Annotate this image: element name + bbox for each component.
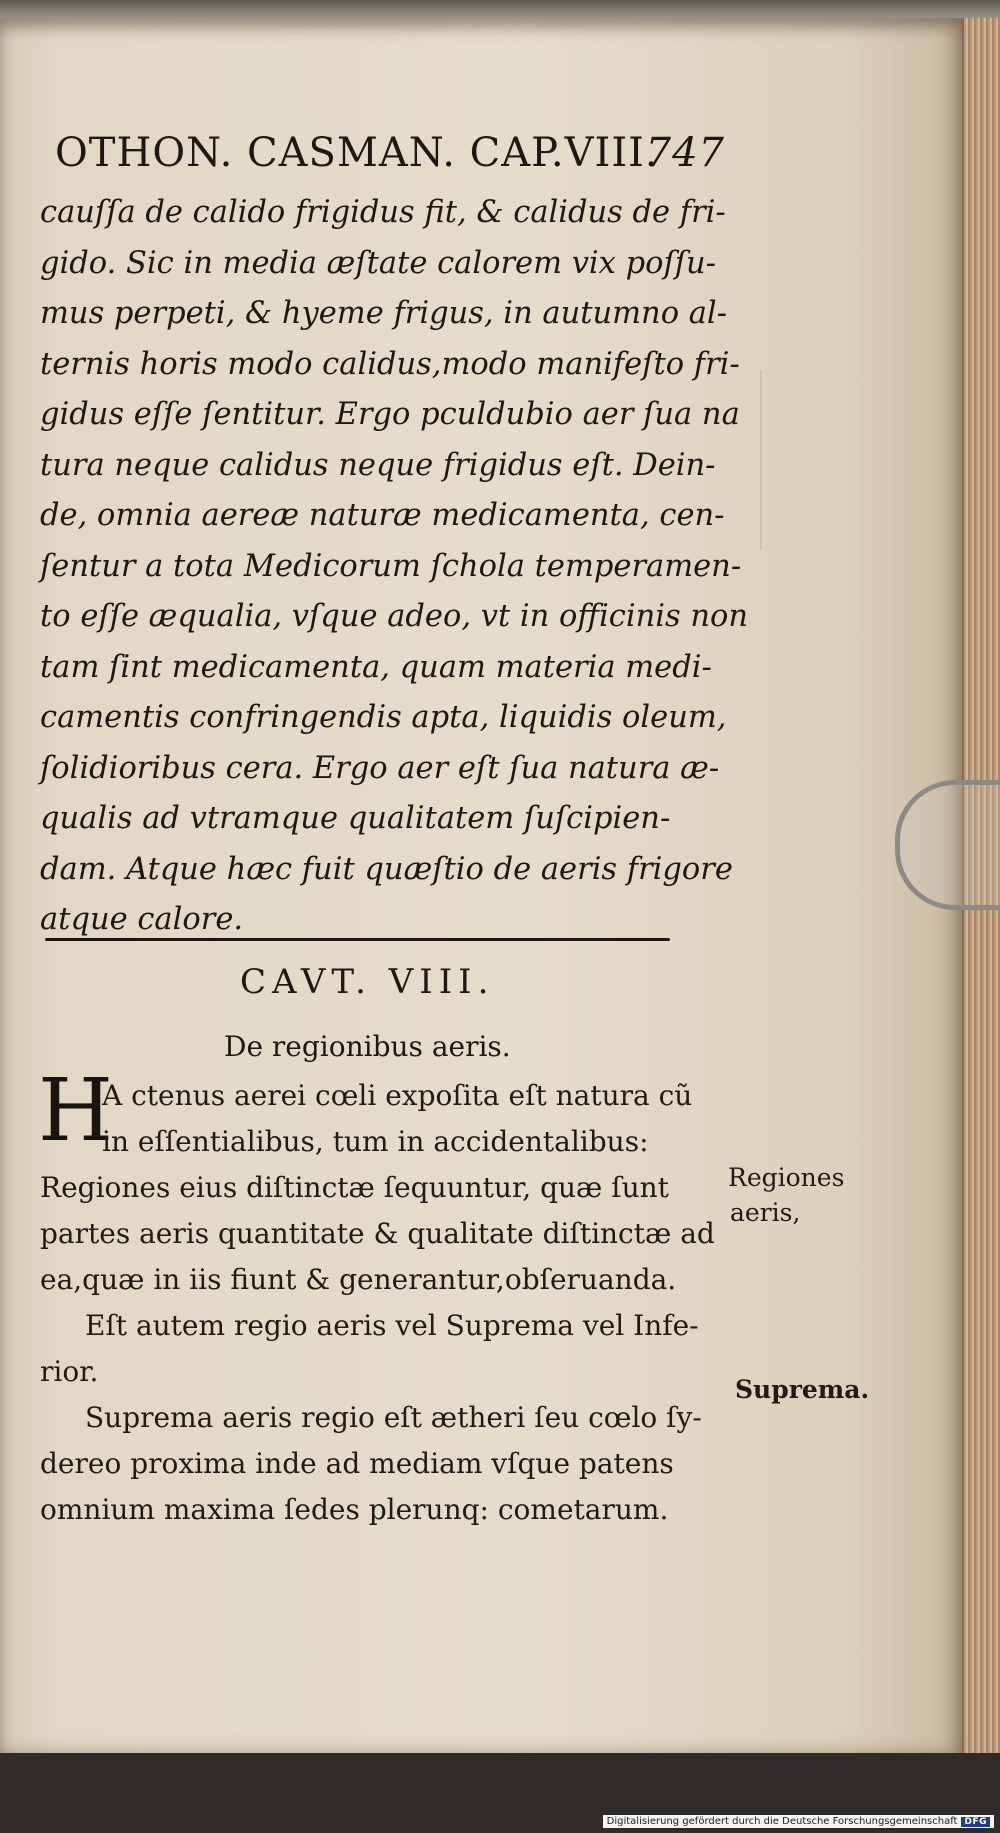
text-line: to eſſe æqualia, vſque adeo, vt in officinis non	[40, 599, 748, 634]
credit-text: Digitalisierung gefördert durch die Deutsche Forschungsgemeinschaft	[606, 1816, 958, 1827]
text-line: ſentur a tota Medicorum ſchola temperamen-	[40, 548, 742, 584]
text-line: Suprema aeris regio eſt ætheri ſeu cœlo ſy-	[85, 1401, 702, 1434]
text-line: gido. Sic in media æſtate calorem vix poſſu-	[40, 245, 716, 281]
margin-note-aeris: aeris,	[730, 1198, 801, 1227]
text-line: dereo proxima inde ad mediam vſque patens	[40, 1447, 674, 1480]
text-line: ternis horis modo calidus,modo manifeſto fri-	[40, 346, 740, 382]
digitization-credit	[603, 1815, 994, 1828]
page-clip	[895, 780, 1000, 910]
text-line: de, omnia aereæ naturæ medicamenta, cen-	[40, 498, 725, 533]
running-head	[55, 130, 725, 180]
text-line: tura neque calidus neque frigidus eſt. Dein-	[40, 447, 716, 483]
roman-body-text	[40, 1073, 720, 1533]
margin-note-regiones: Regiones	[728, 1163, 845, 1192]
text-line: cauſſa de calido frigidus fit, & calidus de fri-	[40, 195, 726, 230]
italic-body-text	[40, 188, 748, 946]
text-line: tam ſint medicamenta, quam materia medi-	[40, 649, 712, 685]
text-line: qualis ad vtramque qualitatem ſuſcipien-	[40, 801, 671, 836]
text-line: ea,quæ in iis fiunt & generantur,obſeruanda.	[40, 1263, 677, 1296]
section-title: De regionibus aeris.	[224, 1030, 511, 1063]
text-line: Eſt autem regio aeris vel Suprema vel Infe-	[85, 1309, 699, 1342]
text-line: rior.	[40, 1355, 99, 1388]
show-through-shadow	[760, 370, 902, 550]
chapter-heading: CAVT. VIII.	[240, 962, 495, 1002]
text-line: gidus eſſe ſentitur. Ergo pculdubio aer ſua na	[40, 397, 740, 432]
text-line: A ctenus aerei cœli expoſita eſt natura cũ	[102, 1079, 693, 1112]
page-number: 747	[645, 130, 725, 176]
running-head-title: OTHON. CASMAN. CAP.VIII.	[55, 130, 659, 176]
margin-note-suprema: Suprema.	[735, 1375, 870, 1404]
text-line: mus perpeti, & hyeme frigus, in autumno al-	[40, 296, 727, 331]
text-line: partes aeris quantitate & qualitate diſtinctæ ad	[40, 1217, 715, 1250]
text-line: omnium maxima ſedes plerunq: cometarum.	[40, 1493, 669, 1526]
dfg-logo: DFG	[961, 1817, 990, 1827]
text-line: in eſſentialibus, tum in accidentalibus:	[102, 1125, 649, 1158]
drop-initial: H	[38, 1061, 113, 1161]
text-line: Regiones eius diſtinctæ ſequuntur, quæ ſunt	[40, 1171, 669, 1204]
text-line: atque calore.	[40, 902, 244, 937]
text-line: camentis confringendis apta, liquidis oleum,	[40, 700, 727, 735]
text-line: dam. Atque hæc fuit quæſtio de aeris frigore	[40, 851, 733, 887]
text-line: ſolidioribus cera. Ergo aer eſt ſua natura æ-	[40, 750, 720, 786]
section-divider-rule	[45, 938, 670, 941]
